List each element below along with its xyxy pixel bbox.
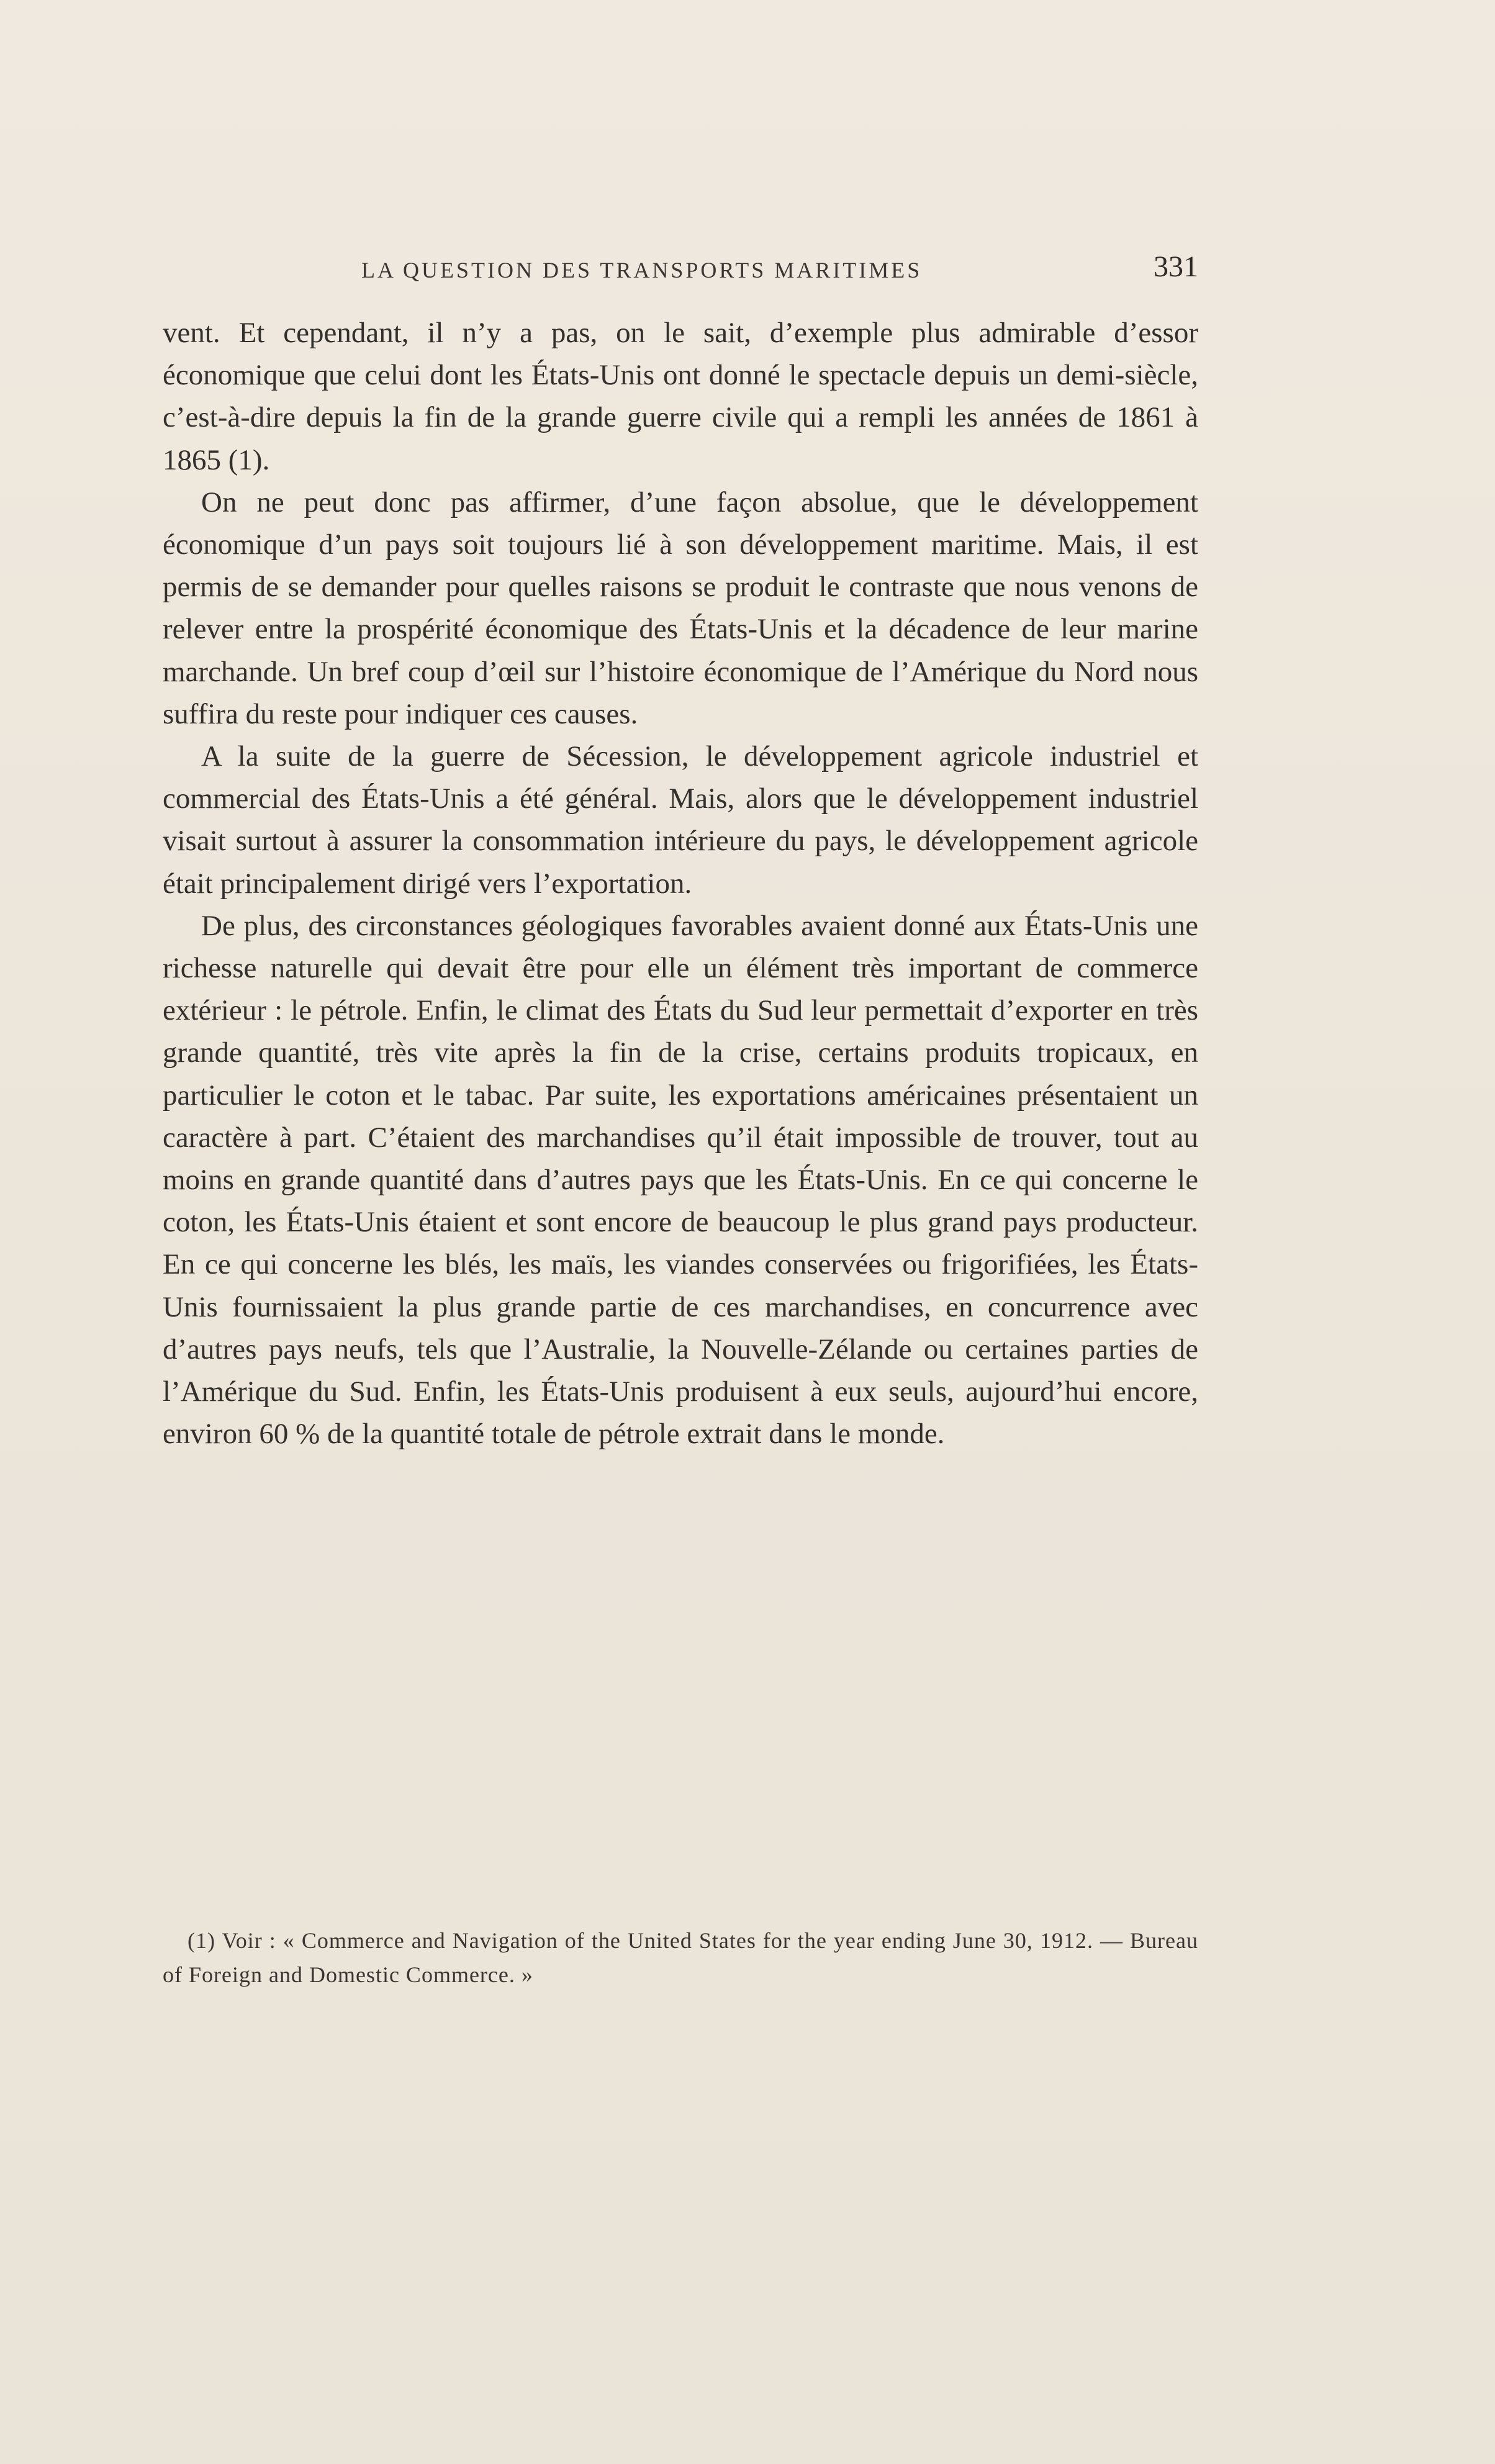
footnote: (1) Voir : « Commerce and Navigation of the United States for the year ending June 30, 1912. — Bureau of Foreign and Domestic Commerce. »: [163, 1928, 1198, 1987]
page-number: 331: [1154, 250, 1198, 283]
body-text: [163, 312, 1198, 1455]
paragraph-2: On ne peut donc pas affirmer, d’une façon absolue, que le développement économique d’un pays soit toujours lié à son développement maritime. Mais, il est permis de se demander pour quelles raisons se produit le contraste que nous venons de relever entre la prospérité économique des États-Unis et la décadence de leur marine marchande. Un bref coup d’œil sur l’histoire économique de l’Amérique du Nord nous suffira du reste pour indiquer ces causes.: [163, 486, 1198, 730]
paragraph-3: A la suite de la guerre de Sécession, le développement agricole industriel et commercial des États-Unis a été général. Mais, alors que le développement industriel visait surtout à assurer la consommation intérieure du pays, le développement agricole était principalement dirigé vers l’exportation.: [163, 740, 1198, 900]
paragraph-1: vent. Et cependant, il n’y a pas, on le sait, d’exemple plus admirable d’essor économique que celui dont les États-Unis ont donné le spectacle depuis un demi-siècle, c’est-à-dire depuis la fin de la grande guerre civile qui a rempli les années de 1861 à 1865 (1).: [163, 317, 1198, 476]
page-header: [163, 250, 1198, 293]
paragraph-4: De plus, des circonstances géologiques favorables avaient donné aux États-Unis une richesse naturelle qui devait être pour elle un élément très important de commerce extérieur : le pétrole. Enfin, le climat des États du Sud leur permettait d’exporter en très grande quantité, très vite après la fin de la crise, certains produits tropicaux, en particulier le coton et le tabac. Par suite, les exportations américaines présentaient un caractère à part. C’étaient des marchandises qu’il était impossible de trouver, tout au moins en grande quantité dans d’autres pays que les États-Unis. En ce qui concerne le coton, les États-Unis étaient et sont encore de beaucoup le plus grand pays producteur. En ce qui concerne les blés, les maïs, les viandes conservées ou frigorifiées, les États-Unis fournissaient la plus grande partie de ces marchandises, en concurrence avec d’autres pays neufs, tels que l’Australie, la Nouvelle-Zélande ou certaines parties de l’Amérique du Sud. Enfin, les États-Unis produisent à eux seuls, aujourd’hui encore, environ 60 % de la quantité totale de pétrole extrait dans le monde.: [163, 909, 1198, 1451]
running-head: LA QUESTION DES TRANSPORTS MARITIMES: [361, 258, 923, 283]
